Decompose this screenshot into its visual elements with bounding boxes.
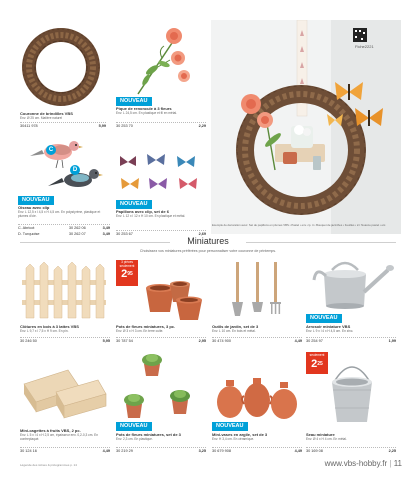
new-badge: NOUVEAU <box>18 196 54 205</box>
promo-line1: seulement <box>309 353 325 357</box>
bucket-price-row <box>306 448 396 454</box>
section-line-left <box>20 242 170 243</box>
variant-price: 3,49 <box>102 226 110 230</box>
pots-price: 2,95 <box>198 339 206 343</box>
crates-ref: 30 124 16 <box>20 449 37 453</box>
butterflies-image <box>116 150 208 200</box>
wreath-price-row <box>20 123 106 129</box>
section-subtitle: Choisissez vos miniatures préférées pour personnaliser votre couronne de printemps. <box>139 249 277 253</box>
vases-desc: Env. H 3,4 cm. En céramique. <box>212 437 255 441</box>
fence-name: Clôtures en bois à 3 lattes VBS <box>20 324 79 329</box>
rose-pick-ref: 30 253 70 <box>116 124 133 128</box>
pots-desc: Env. Ø 3 x H 3 cm. En terre cuite. <box>116 329 164 333</box>
fence-image <box>18 258 110 322</box>
crates-image <box>18 362 110 424</box>
watering-can-desc: Env. L 9 x l 4 x H 4,5 cm. En zinc. <box>306 329 354 333</box>
succulents-price: 3,25 <box>198 449 206 453</box>
butterflies-price: 2,69 <box>198 232 206 236</box>
watering-can-price: 1,99 <box>388 339 396 343</box>
promo-price-int: 2 <box>311 357 318 370</box>
promo-line2: seulement <box>119 263 135 268</box>
fence-price-row <box>20 338 110 344</box>
variant-ref: 30 262 07 <box>68 232 86 236</box>
variant-label: D. Turquoise <box>18 232 40 236</box>
fence-price: 5,95 <box>102 339 110 343</box>
birds-variant-row <box>18 231 110 237</box>
pots-price-row <box>116 338 206 344</box>
promo-price-cents: 95 <box>127 271 133 278</box>
footer-separator: | <box>389 459 392 468</box>
hero-code-label: Fiche2221 <box>355 44 374 49</box>
birds-image <box>18 132 114 198</box>
wreath-ref: 30411 978 <box>20 124 38 128</box>
footer-website[interactable]: www.vbs-hobby.fr <box>324 459 388 468</box>
fence-desc: Env. L 9,7 x l 7,5 x H 9 cm. En pin. <box>20 329 69 333</box>
vases-price-row <box>212 448 302 454</box>
succulents-desc: Env. 2,3 cm. En plastique. <box>116 437 153 441</box>
page-number: 11 <box>393 459 402 468</box>
vases-image <box>212 376 302 422</box>
crates-name: Mini-cagettes à fruits VBS, 2 pc. <box>20 428 81 433</box>
variant-label: C. Abricot <box>18 226 35 230</box>
succulents-name: Pots de fleurs miniatures, set de 3 <box>116 432 181 437</box>
variant-badge-c: C <box>46 145 56 155</box>
bucket-image <box>322 356 382 426</box>
variant-badge-d: D <box>70 165 80 175</box>
vases-ref: 30 679 908 <box>212 449 232 453</box>
pots-image <box>140 272 206 322</box>
new-badge: NOUVEAU <box>116 97 152 106</box>
butterflies-desc: Env. L 12 x l 12 x H 10 cm. En plastique et métal. <box>116 214 186 218</box>
new-badge: NOUVEAU <box>212 422 248 431</box>
wreath-price: 5,99 <box>98 124 106 128</box>
bucket-ref: 30 169 08 <box>306 449 323 453</box>
hero-image <box>211 20 401 234</box>
fence-ref: 30 246 50 <box>20 339 37 343</box>
variant-ref: 30 262 06 <box>68 226 86 230</box>
watering-can-ref: 30 254 97 <box>306 339 323 343</box>
vases-name: Mini-vases en argile, set de 3 <box>212 432 268 437</box>
succulents-image <box>120 350 206 422</box>
rose-pick-price-row <box>116 123 206 129</box>
watering-can-price-row <box>306 338 396 344</box>
tools-ref: 30 474 900 <box>212 339 232 343</box>
rose-pick-image <box>118 20 206 96</box>
butterflies-ref: 30 253 67 <box>116 232 133 236</box>
tools-price-row <box>212 338 302 344</box>
tools-name: Outils de jardin, set de 3 <box>212 324 259 329</box>
section-line-right <box>246 242 396 243</box>
new-badge: NOUVEAU <box>306 314 342 323</box>
variant-price: 3,49 <box>102 232 110 236</box>
wreath-name: Couronne de brindilles VBS <box>20 111 73 116</box>
crates-price-row <box>20 448 110 454</box>
section-title: Miniatures <box>187 236 229 246</box>
bucket-desc: Env. Ø 4 x H 4 cm. En métal. <box>306 437 347 441</box>
wreath-image <box>16 20 106 110</box>
rose-pick-name: Pique de renoncule à 3 fleurs <box>116 106 172 111</box>
tools-image <box>212 258 304 322</box>
crates-price: 4,49 <box>102 449 110 453</box>
pots-name: Pots de fleurs miniatures, 3 pc. <box>116 324 176 329</box>
rose-pick-price: 2,29 <box>198 124 206 128</box>
promo-price <box>116 268 138 280</box>
crates-desc: Env. L 5 x l 4 x H 2,5 cm, épaisseur env. 0,2-0,3 cm. En contreplaqué. <box>20 433 99 441</box>
rose-pick-desc: Env. L 24,5 cm. En plastique et fil en métal. <box>116 111 177 115</box>
footer-legal: Légende des icônes & pictogrammes p. 14 <box>20 463 77 467</box>
hero-caption: Exemple de décoration avec: Set de papillons en plumes VBS • Pastel • env. cp. 4 • Bouquet de jacinthes • Feuilles • ici: Nuance pastel • etc. <box>212 223 387 227</box>
pots-ref: 30 787 54 <box>116 339 133 343</box>
wreath-desc: Env. Ø 25 cm. Matière naturel <box>20 116 63 120</box>
birds-desc: Env. L 12,5 x l 4,5 x H 4,5 cm. En polystyrène, plastique et plumes d'oie. <box>18 210 101 218</box>
vases-price: 4,49 <box>294 449 302 453</box>
watering-can-image <box>304 256 400 316</box>
bucket-price: 2,25 <box>388 449 396 453</box>
butterflies-name: Papillons avec clip, set de 6 <box>116 209 169 214</box>
promo-line1: 3 pièces <box>121 260 133 264</box>
watering-can-name: Arrosoir miniature VBS <box>306 324 351 329</box>
succulents-price-row <box>116 448 206 454</box>
promo-price-cents: 25 <box>317 360 323 367</box>
birds-name: Oiseau avec clip <box>18 205 50 210</box>
tools-price: 4,49 <box>294 339 302 343</box>
footer-right <box>325 459 402 468</box>
new-badge: NOUVEAU <box>116 422 152 431</box>
promo-price-int: 2 <box>121 268 128 281</box>
tools-desc: Env. L 10 cm. En bois et métal. <box>212 329 256 333</box>
bucket-name: Seau miniature <box>306 432 335 437</box>
succulents-ref: 30 219 29 <box>116 449 133 453</box>
promo-badge <box>116 260 138 286</box>
new-badge: NOUVEAU <box>116 200 152 209</box>
